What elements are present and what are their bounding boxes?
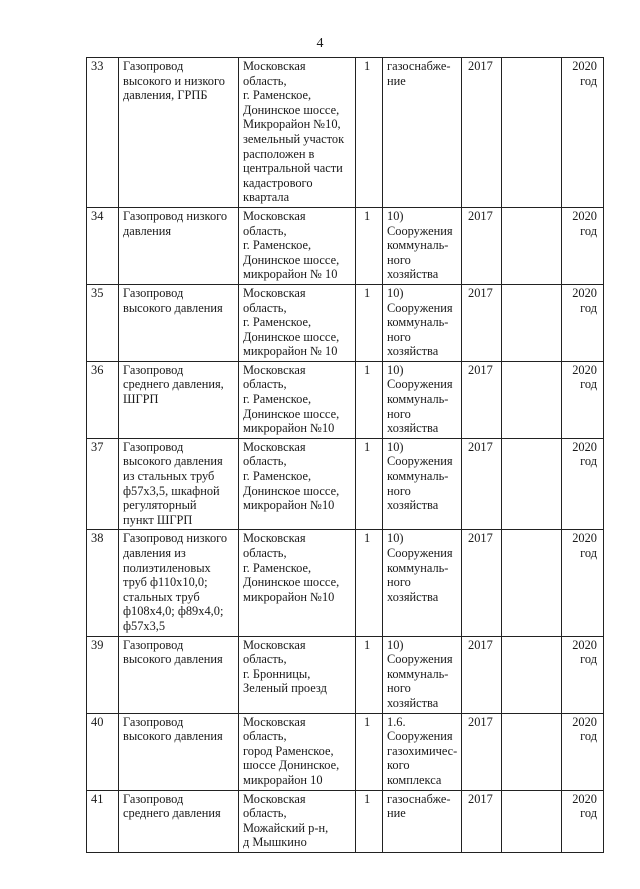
cell-purpose: 10) Сооружения коммуналь- ного хозяйства	[383, 636, 462, 713]
table-body	[87, 58, 604, 853]
cell-address: Московская область, г. Раменское, Донинское шоссе, микрорайон №10	[239, 361, 356, 438]
cell-year: 2017	[462, 58, 502, 208]
table-row	[87, 636, 604, 713]
cell-name: Газопровод высокого и низкого давления, ГРПБ	[119, 58, 239, 208]
cell-year: 2017	[462, 636, 502, 713]
cell-extra	[502, 207, 562, 284]
cell-purpose: 10) Сооружения коммуналь- ного хозяйства	[383, 438, 462, 530]
cell-address: Московская область, г. Раменское, Донинское шоссе, микрорайон №10	[239, 438, 356, 530]
cell-qty: 1	[356, 790, 383, 852]
cell-name: Газопровод среднего давления	[119, 790, 239, 852]
cell-year: 2017	[462, 438, 502, 530]
cell-extra	[502, 58, 562, 208]
table-row	[87, 790, 604, 852]
page-number: 4	[316, 36, 324, 51]
cell-num: 36	[87, 361, 119, 438]
cell-year: 2017	[462, 207, 502, 284]
cell-address: Московская область, город Раменское, шоссе Донинское, микрорайон 10	[239, 713, 356, 790]
cell-address: Московская область, Можайский р-н, д Мышкино	[239, 790, 356, 852]
cell-address: Московская область, г. Раменское, Донинское шоссе, Микрорайон №10, земельный участок расположен в центральной части кадастрового квартала	[239, 58, 356, 208]
cell-num: 37	[87, 438, 119, 530]
cell-num: 39	[87, 636, 119, 713]
cell-year: 2017	[462, 530, 502, 636]
cell-end: 2020 год	[562, 207, 604, 284]
registry-table	[86, 57, 604, 853]
cell-address: Московская область, г. Раменское, Донинское шоссе, микрорайон № 10	[239, 284, 356, 361]
cell-end: 2020 год	[562, 438, 604, 530]
cell-qty: 1	[356, 438, 383, 530]
cell-name: Газопровод высокого давления из стальных труб ф57х3,5, шкафной регуляторный пункт ШГРП	[119, 438, 239, 530]
cell-num: 35	[87, 284, 119, 361]
cell-qty: 1	[356, 530, 383, 636]
cell-end: 2020 год	[562, 636, 604, 713]
cell-year: 2017	[462, 284, 502, 361]
cell-extra	[502, 790, 562, 852]
cell-extra	[502, 438, 562, 530]
cell-extra	[502, 284, 562, 361]
cell-end: 2020 год	[562, 713, 604, 790]
cell-extra	[502, 530, 562, 636]
cell-year: 2017	[462, 361, 502, 438]
cell-qty: 1	[356, 636, 383, 713]
table-row	[87, 438, 604, 530]
cell-end: 2020 год	[562, 790, 604, 852]
cell-address: Московская область, г. Бронницы, Зеленый проезд	[239, 636, 356, 713]
cell-qty: 1	[356, 361, 383, 438]
cell-num: 34	[87, 207, 119, 284]
cell-extra	[502, 636, 562, 713]
cell-year: 2017	[462, 790, 502, 852]
cell-purpose: 1.6. Сооружения газохимичес- кого комплекса	[383, 713, 462, 790]
cell-name: Газопровод среднего давления, ШГРП	[119, 361, 239, 438]
cell-name: Газопровод высокого давления	[119, 284, 239, 361]
cell-num: 38	[87, 530, 119, 636]
cell-purpose: 10) Сооружения коммуналь- ного хозяйства	[383, 530, 462, 636]
cell-extra	[502, 361, 562, 438]
table-row	[87, 530, 604, 636]
cell-purpose: 10) Сооружения коммуналь- ного хозяйства	[383, 284, 462, 361]
cell-extra	[502, 713, 562, 790]
cell-address: Московская область, г. Раменское, Донинское шоссе, микрорайон № 10	[239, 207, 356, 284]
cell-name: Газопровод высокого давления	[119, 713, 239, 790]
cell-end: 2020 год	[562, 284, 604, 361]
cell-qty: 1	[356, 713, 383, 790]
cell-qty: 1	[356, 284, 383, 361]
cell-end: 2020 год	[562, 58, 604, 208]
cell-qty: 1	[356, 207, 383, 284]
cell-num: 33	[87, 58, 119, 208]
cell-name: Газопровод низкого давления из полиэтиленовых труб ф110х10,0; стальных труб ф108х4,0; ф89х4,0; ф57х3,5	[119, 530, 239, 636]
cell-end: 2020 год	[562, 361, 604, 438]
cell-num: 40	[87, 713, 119, 790]
table-row	[87, 713, 604, 790]
cell-address: Московская область, г. Раменское, Донинское шоссе, микрорайон №10	[239, 530, 356, 636]
cell-purpose: 10) Сооружения коммуналь- ного хозяйства	[383, 207, 462, 284]
cell-qty: 1	[356, 58, 383, 208]
table-row	[87, 361, 604, 438]
table-row	[87, 58, 604, 208]
cell-purpose: 10) Сооружения коммуналь- ного хозяйства	[383, 361, 462, 438]
cell-name: Газопровод высокого давления	[119, 636, 239, 713]
cell-end: 2020 год	[562, 530, 604, 636]
cell-year: 2017	[462, 713, 502, 790]
cell-purpose: газоснабже- ние	[383, 790, 462, 852]
cell-name: Газопровод низкого давления	[119, 207, 239, 284]
cell-purpose: газоснабже- ние	[383, 58, 462, 208]
table-row	[87, 207, 604, 284]
table-row	[87, 284, 604, 361]
cell-num: 41	[87, 790, 119, 852]
